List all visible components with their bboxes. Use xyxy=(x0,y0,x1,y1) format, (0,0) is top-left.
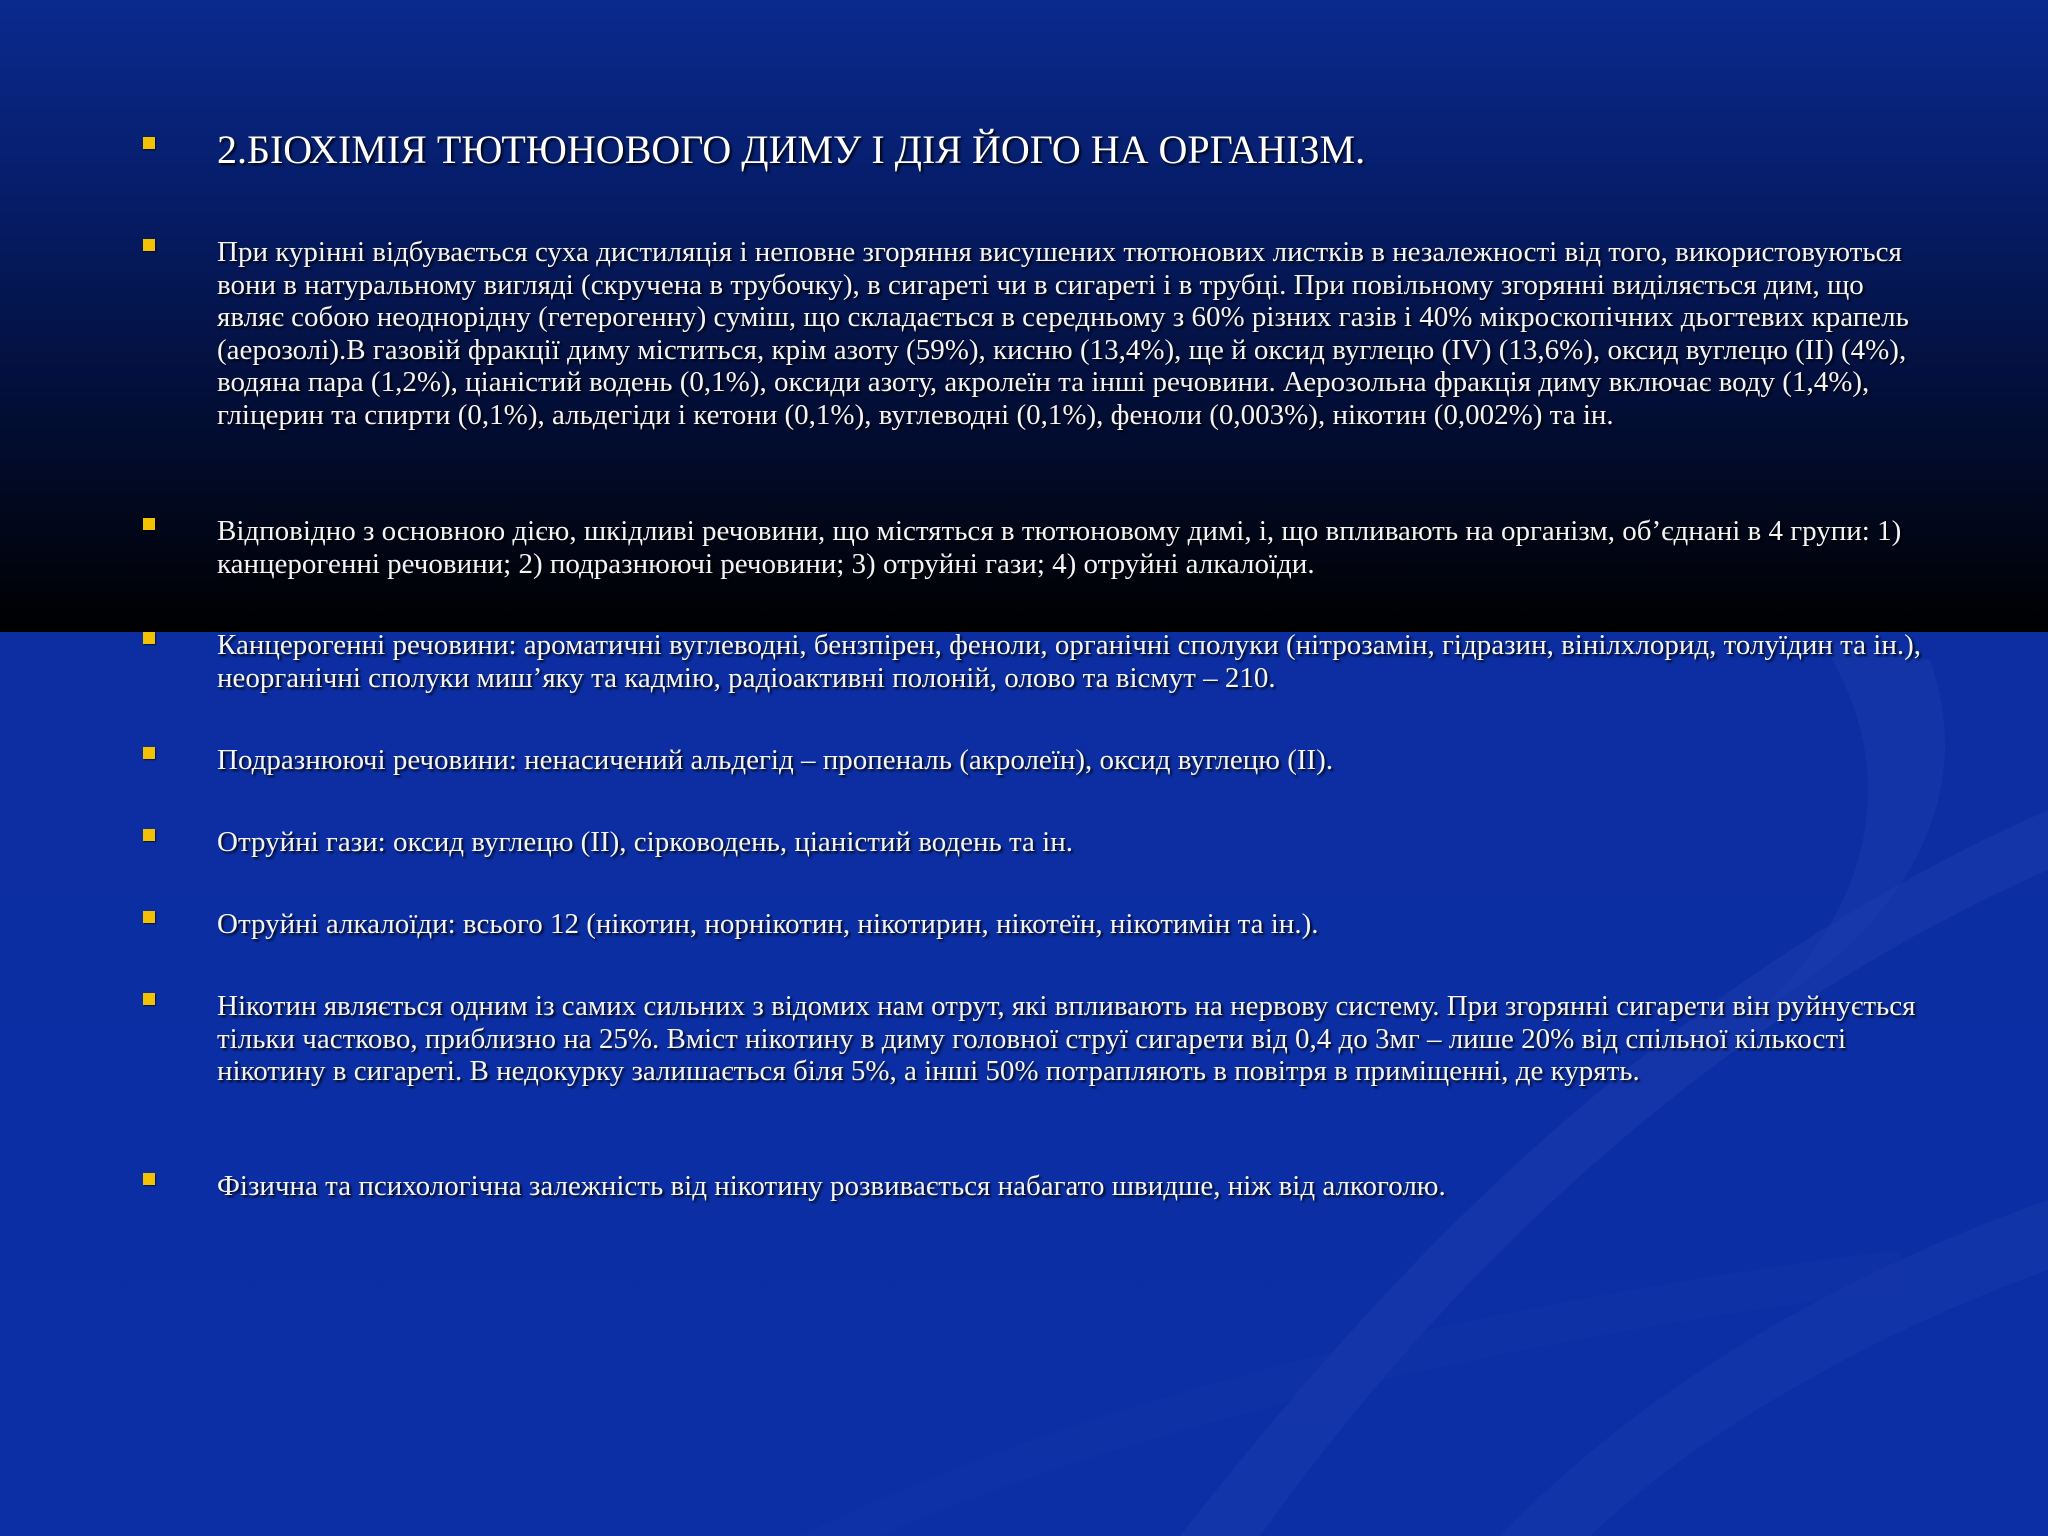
bullet-text: Нікотин являється одним із самих сильних з відомих нам отрут, які впливають на нервову систему. При згорянні сигарети він руйнується тільки частково, приблизно на 25%. Вміст нікотину в диму головної струї сигарети від 0,4 до 3мг – лише 20% від спільної кількості нікотину в сигареті. В недокурку залишається біля 5%, а інші 50% потрапляють в повітря в приміщенні, де курять. xyxy=(217,990,1916,1087)
square-bullet-icon xyxy=(143,1173,155,1185)
bullet-text: Подразнюючі речовини: ненасичений альдегід – пропеналь (акролеїн), оксид вуглецю (II). xyxy=(217,744,1334,776)
square-bullet-icon xyxy=(143,993,155,1005)
square-bullet-icon xyxy=(143,518,155,530)
square-bullet-icon xyxy=(143,239,155,251)
bullet-text: Канцерогенні речовини: ароматичні вуглеводні, бензпірен, феноли, органічні сполуки (нітрозамін, гідразин, вінілхлорид, толуїдин та ін.), неорганічні сполуки миш’яку та кадмію, радіоактивні полоній, олово та вісмут – 210. xyxy=(217,629,1921,694)
bullet-text: Фізична та психологічна залежність від нікотину розвивається набагато швидше, ніж від алкоголю. xyxy=(217,1170,1446,1202)
square-bullet-icon xyxy=(143,829,155,841)
square-bullet-icon xyxy=(143,747,155,759)
bullet-text: Отруйні алкалоїди: всього 12 (нікотин, норнікотин, нікотирин, нікотеїн, нікотимін та ін.). xyxy=(217,908,1319,940)
slide-title: 2.БІОХІМІЯ ТЮТЮНОВОГО ДИМУ І ДІЯ ЙОГО НА ОРГАНІЗМ. xyxy=(217,127,1366,172)
square-bullet-icon xyxy=(143,911,155,923)
bullet-text: При курінні відбувається суха дистиляція і неповне згоряння висушених тютюнових листків в незалежності від того, використовуються вони в натуральному вигляді (скручена в трубочку), в сигареті чи в сигареті і в трубці. При повільному згорянні виділяється дим, що являє собою неоднорідну (гетерогенну) суміш, що складається в середньому з 60% різних газів і 40% мікроскопічних дьогтевих крапель (аерозолі).В газовій фракції диму міститься, крім азоту (59%), кисню (13,4%), ще й оксид вуглецю (IV) (13,6%), оксид вуглецю (II) (4%), водяна пара (1,2%), ціаністий водень (0,1%), оксиди азоту, акролеїн та інші речовини. Аерозольна фракція диму включає воду (1,4%), гліцерин та спирти (0,1%), альдегіди і кетони (0,1%), вуглеводні (0,1%), феноли (0,003%), нікотин (0,002%) та ін. xyxy=(217,236,1909,431)
square-bullet-icon xyxy=(143,632,155,644)
square-bullet-icon xyxy=(143,137,155,149)
bullet-text: Відповідно з основною дією, шкідливі речовини, що містяться в тютюновому димі, і, що впливають на організм, об’єднані в 4 групи: 1) канцерогенні речовини; 2) подразнюючі речовини; 3) отруйні гази; 4) отруйні алкалоїди. xyxy=(217,515,1902,580)
bullet-text: Отруйні гази: оксид вуглецю (II), сірководень, ціаністий водень та ін. xyxy=(217,826,1073,858)
